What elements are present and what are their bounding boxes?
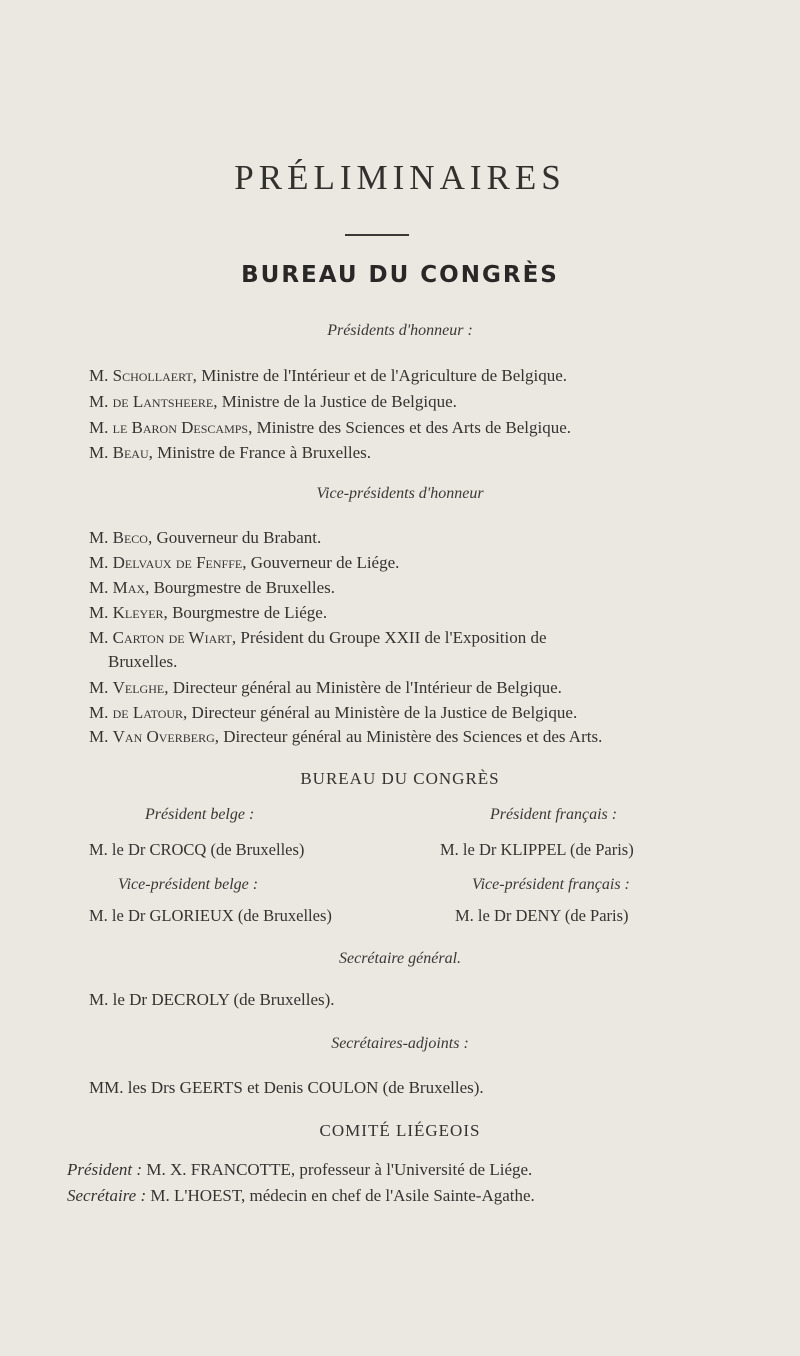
list-item: M. Beco, Gouverneur du Brabant. (89, 528, 322, 547)
vice-francais-value: M. le Dr DENY (de Paris) (455, 906, 629, 925)
comite-secretaire: Secrétaire : M. L'HOEST, médecin en chef de l'Asile Sainte-Agathe. (67, 1186, 535, 1205)
list-item: M. Carton de Wiart, Président du Groupe XXII de l'Exposition de (89, 628, 547, 647)
honor-vice-presidents-heading: Vice-présidents d'honneur (316, 485, 484, 502)
list-item: M. Velghe, Directeur général au Ministère de l'Intérieur de Belgique. (89, 678, 562, 697)
secretaires-adjoints-label: Secrétaires-adjoints : (331, 1035, 469, 1052)
secretaire-general-label: Secrétaire général. (338, 950, 462, 967)
list-item: M. Schollaert, Ministre de l'Intérieur et de l'Agriculture de Belgique. (89, 366, 568, 385)
bureau-section-heading: BUREAU DU CONGRÈS (300, 769, 500, 788)
bureau-heading: BUREAU DU CONGRÈS (241, 262, 559, 288)
list-item: M. de Latour, Directeur général au Ministère de la Justice de Belgique. (89, 703, 578, 722)
president-belge-label: Président belge : (145, 806, 255, 823)
page-title: PRÉLIMINAIRES (234, 158, 566, 197)
list-item: M. Van Overberg, Directeur général au Ministère des Sciences et des Arts. (89, 727, 603, 746)
list-item-continuation: Bruxelles. (108, 652, 178, 671)
comite-heading: COMITÉ LIÉGEOIS (319, 1121, 481, 1140)
secretaires-adjoints-value: MM. les Drs GEERTS et Denis COULON (de Bruxelles). (89, 1078, 484, 1097)
secretaire-general-value: M. le Dr DECROLY (de Bruxelles). (89, 990, 335, 1009)
vice-francais-label: Vice-président français : (472, 876, 630, 893)
list-item: M. Max, Bourgmestre de Bruxelles. (89, 578, 336, 597)
list-item: M. le Baron Descamps, Ministre des Sciences et des Arts de Belgique. (89, 418, 572, 437)
comite-president: Président : M. X. FRANCOTTE, professeur à l'Université de Liége. (67, 1160, 533, 1179)
honor-presidents-heading: Présidents d'honneur : (327, 322, 473, 339)
president-belge-value: M. le Dr CROCQ (de Bruxelles) (89, 840, 305, 859)
president-francais-label: Président français : (490, 806, 618, 823)
list-item: M. Kleyer, Bourgmestre de Liége. (89, 603, 328, 622)
list-item: M. Delvaux de Fenffe, Gouverneur de Liége. (89, 553, 400, 572)
list-item: M. de Lantsheere, Ministre de la Justice de Belgique. (89, 392, 457, 411)
vice-belge-label: Vice-président belge : (118, 876, 259, 893)
vice-belge-value: M. le Dr GLORIEUX (de Bruxelles) (89, 906, 332, 925)
title-divider (345, 234, 409, 236)
list-item: M. Beau, Ministre de France à Bruxelles. (89, 443, 371, 462)
president-francais-value: M. le Dr KLIPPEL (de Paris) (440, 840, 634, 859)
